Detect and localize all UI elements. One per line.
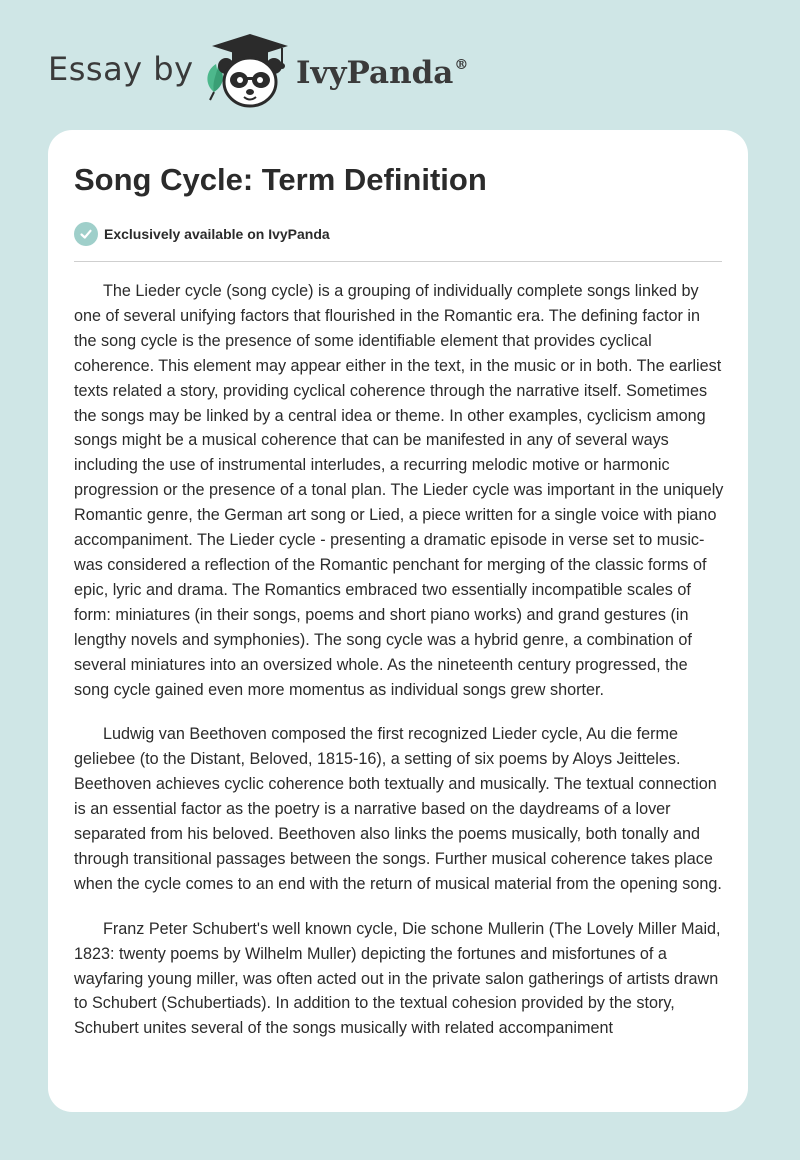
article-body	[74, 279, 726, 1061]
exclusive-badge-label: Exclusively available on IvyPanda	[104, 226, 330, 242]
paragraph: Franz Peter Schubert's well known cycle, Die schone Mullerin (The Lovely Miller Maid, 1823: twenty poems by Wilhelm Muller) depicting the fortunes and misfortunes of a wayfaring young miller, was often acted out in the private salon gatherings of artists drawn to Schubert (Schubertiads). In addition to the textual cohesion provided by the story, Schubert unites several of the songs musically with related accompaniment	[74, 919, 721, 1038]
registered-mark: ®	[454, 57, 469, 73]
site-header	[0, 0, 800, 130]
page-title: Song Cycle: Term Definition	[74, 162, 487, 197]
brand-name: IvyPanda	[296, 55, 454, 91]
panda-graduate-icon[interactable]	[200, 30, 292, 112]
checkmark-circle-icon	[74, 222, 98, 246]
exclusive-badge	[74, 222, 330, 246]
paragraph: The Lieder cycle (song cycle) is a grouping of individually complete songs linked by one of several unifying factors that flourished in the Romantic era. The defining factor in the song cycle is the presence of some identifiable element that provides cyclical coherence. This element may appear either in the text, in the music or in both. The earliest texts related a story, providing cyclical coherence through the narrative itself. Sometimes the songs may be linked by a central idea or theme. In other examples, cyclicism among songs might be a musical coherence that can be manifested in any of several ways including the use of instrumental interludes, a recurring melodic motive or harmonic progression or the presence of a tonal plan. The Lieder cycle was important in the uniquely Romantic genre, the German art song or Lied, a piece written for a single voice with piano accompaniment. The Lieder cycle - presenting a dramatic episode in verse set to music- was considered a reflection of the Romantic penchant for merging of the classic forms of epic, lyric and drama. The Romantics embraced two essentially incompatible scales of form: miniatures (in their songs, poems and short piano works) and grand gestures (in lengthy novels and symphonies). The song cycle was a hybrid genre, a combination of several miniatures into an oversized whole. As the nineteenth century progressed, the song cycle gained even more momentus as individual songs grew shorter.	[74, 282, 724, 699]
paragraph: Ludwig van Beethoven composed the first recognized Lieder cycle, Au die ferme geliebee (to the Distant, Beloved, 1815-16), a setting of six poems by Aloys Jeitteles. Beethoven achieves cyclic coherence both textually and musically. The textual connection is an essential factor as the poetry is a narrative based on the daydreams of a lover separated from his beloved. Beethoven also links the poems musically, both tonally and through transitional passages between the songs. Further musical coherence takes place when the cycle comes to an end with the return of musical material from the opening song.	[74, 725, 722, 893]
essay-by-label: Essay by	[48, 50, 194, 88]
divider	[74, 261, 722, 262]
brand-logotype[interactable]	[296, 55, 468, 91]
article-card	[48, 130, 748, 1112]
